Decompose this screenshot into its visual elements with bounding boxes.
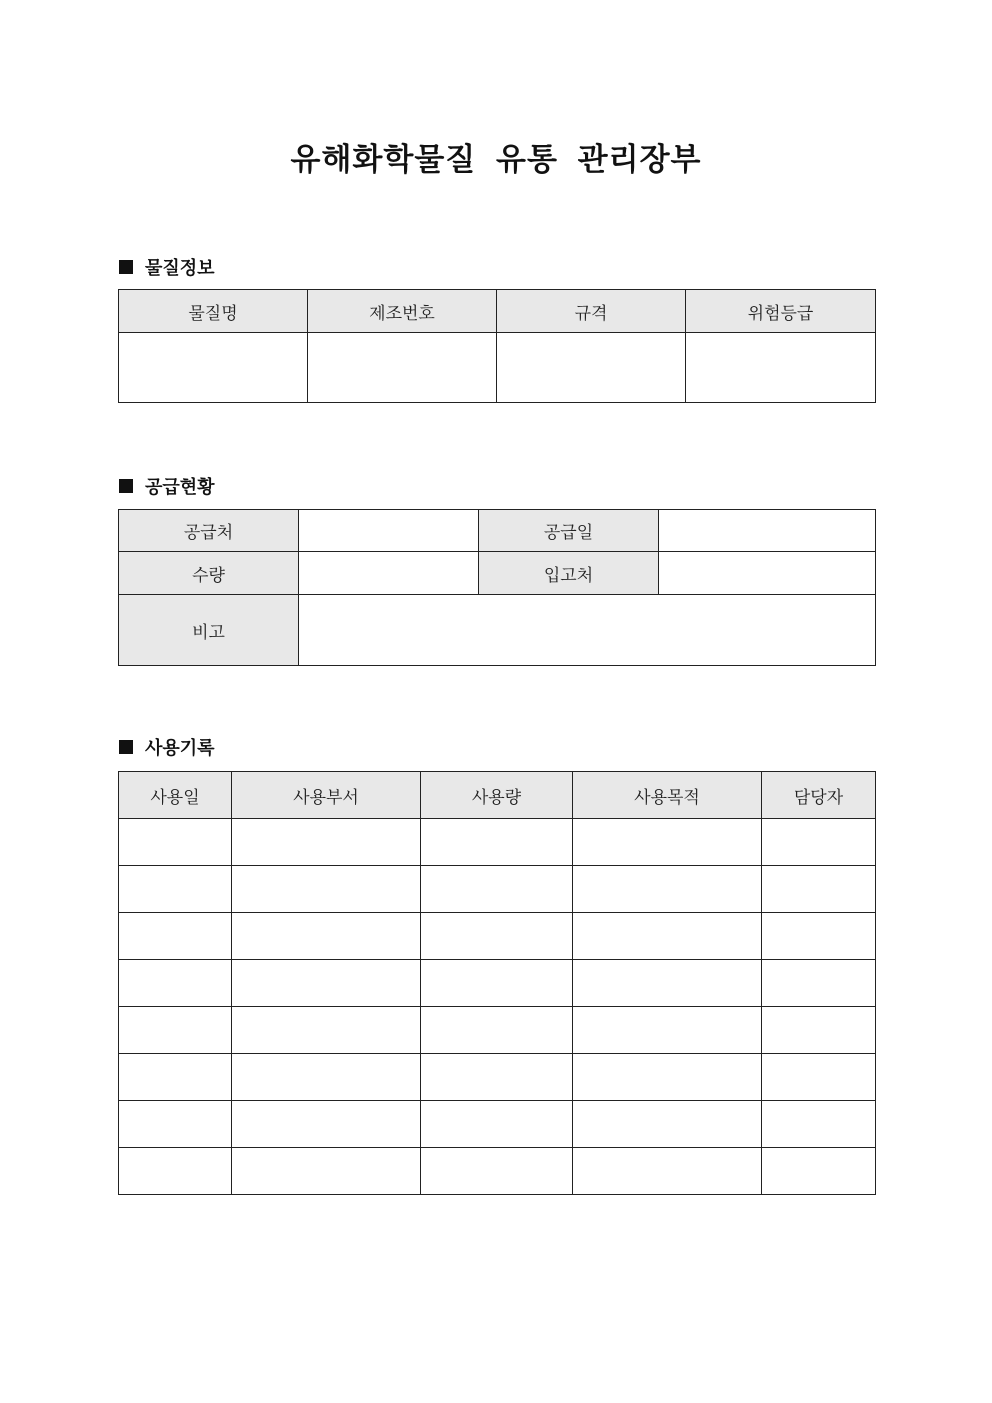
section-heading-usage [119,734,215,760]
usage-purpose-cell[interactable] [573,960,762,1007]
usage-department-cell[interactable] [232,960,421,1007]
section-heading-material-label: 물질정보 [145,258,215,279]
supply-status-table [118,509,876,666]
hazard-grade-cell[interactable] [686,333,876,403]
batch-number-cell[interactable] [308,333,497,403]
usage-amount-cell[interactable] [421,960,573,1007]
usage-purpose-cell[interactable] [573,913,762,960]
header-usage-amount: 사용량 [421,772,573,819]
label-quantity: 수량 [119,552,299,595]
remarks-cell[interactable] [299,595,876,666]
header-person-in-charge: 담당자 [762,772,876,819]
usage-purpose-cell[interactable] [573,866,762,913]
usage-date-cell[interactable] [119,1054,232,1101]
header-usage-purpose: 사용목적 [573,772,762,819]
table-row [119,819,876,866]
quantity-cell[interactable] [299,552,479,595]
square-bullet-icon [119,740,133,754]
person-in-charge-cell[interactable] [762,960,876,1007]
table-row [119,1101,876,1148]
person-in-charge-cell[interactable] [762,819,876,866]
usage-department-cell[interactable] [232,1054,421,1101]
usage-amount-cell[interactable] [421,1148,573,1195]
usage-date-cell[interactable] [119,913,232,960]
usage-amount-cell[interactable] [421,1101,573,1148]
label-receiver: 입고처 [479,552,659,595]
person-in-charge-cell[interactable] [762,913,876,960]
usage-date-cell[interactable] [119,1007,232,1054]
usage-department-cell[interactable] [232,1148,421,1195]
usage-date-cell[interactable] [119,960,232,1007]
usage-date-cell[interactable] [119,1148,232,1195]
supplier-cell[interactable] [299,510,479,552]
person-in-charge-cell[interactable] [762,1101,876,1148]
usage-department-cell[interactable] [232,1101,421,1148]
usage-record-table [118,771,876,1195]
supply-date-cell[interactable] [659,510,876,552]
table-row [119,866,876,913]
usage-purpose-cell[interactable] [573,1148,762,1195]
material-name-cell[interactable] [119,333,308,403]
usage-amount-cell[interactable] [421,1054,573,1101]
header-batch-number: 제조번호 [308,290,497,333]
label-supply-date: 공급일 [479,510,659,552]
header-hazard-grade: 위험등급 [686,290,876,333]
table-row [119,913,876,960]
table-row [119,1148,876,1195]
label-supplier: 공급처 [119,510,299,552]
header-material-name: 물질명 [119,290,308,333]
label-remarks: 비고 [119,595,299,666]
table-row [119,960,876,1007]
usage-purpose-cell[interactable] [573,1007,762,1054]
person-in-charge-cell[interactable] [762,1007,876,1054]
square-bullet-icon [119,260,133,274]
square-bullet-icon [119,479,133,493]
section-heading-material [119,254,215,280]
specification-cell[interactable] [497,333,686,403]
usage-department-cell[interactable] [232,866,421,913]
receiver-cell[interactable] [659,552,876,595]
page-title: 유해화학물질 유통 관리장부 [290,142,702,178]
usage-purpose-cell[interactable] [573,819,762,866]
material-info-table [118,289,876,403]
table-row [119,1054,876,1101]
section-heading-supply [119,473,215,499]
usage-date-cell[interactable] [119,819,232,866]
usage-department-cell[interactable] [232,1007,421,1054]
header-usage-date: 사용일 [119,772,232,819]
person-in-charge-cell[interactable] [762,1148,876,1195]
usage-department-cell[interactable] [232,913,421,960]
section-heading-usage-label: 사용기록 [145,738,215,759]
usage-department-cell[interactable] [232,819,421,866]
usage-date-cell[interactable] [119,1101,232,1148]
person-in-charge-cell[interactable] [762,1054,876,1101]
table-row [119,1007,876,1054]
person-in-charge-cell[interactable] [762,866,876,913]
usage-purpose-cell[interactable] [573,1101,762,1148]
section-heading-supply-label: 공급현황 [145,477,215,498]
usage-amount-cell[interactable] [421,1007,573,1054]
usage-purpose-cell[interactable] [573,1054,762,1101]
usage-amount-cell[interactable] [421,866,573,913]
usage-date-cell[interactable] [119,866,232,913]
header-specification: 규격 [497,290,686,333]
usage-amount-cell[interactable] [421,913,573,960]
header-usage-department: 사용부서 [232,772,421,819]
usage-amount-cell[interactable] [421,819,573,866]
